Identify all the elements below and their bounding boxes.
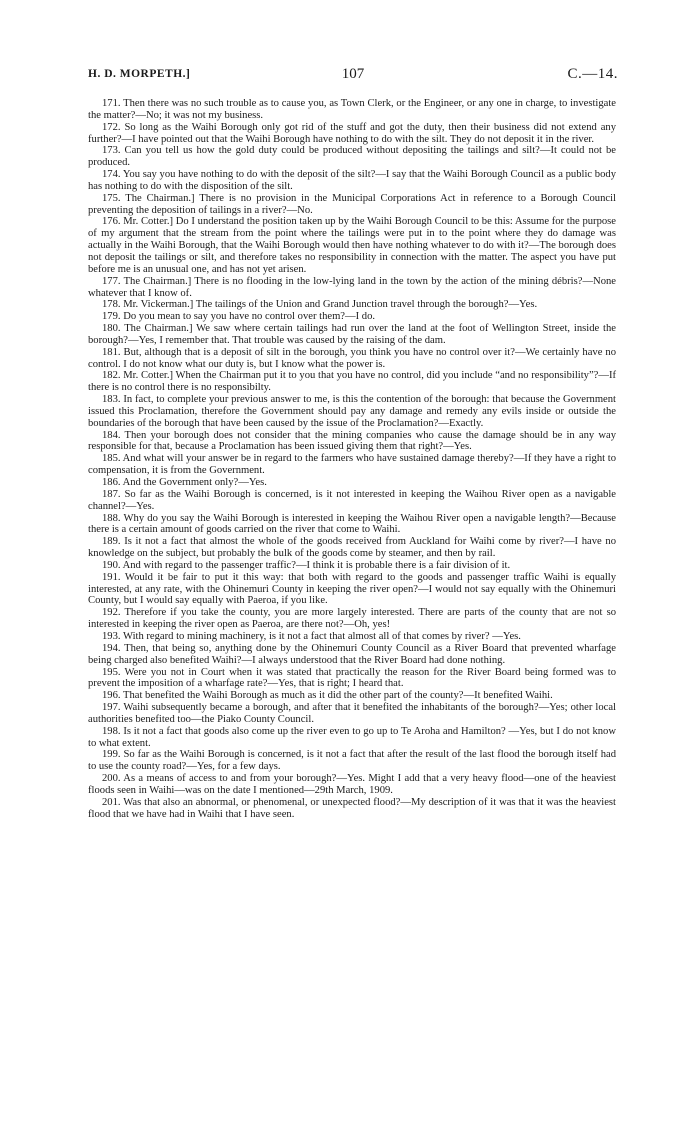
paragraph: 181. But, although that is a deposit of silt in the borough, you think you have no control over it?—We certainly have no control. I do not know what our duty is, but I know what the power is. (88, 346, 616, 370)
paragraph: 200. As a means of access to and from your borough?—Yes. Might I add that a very heavy flood—one of the heaviest floods seen in Waihi—was on the date I mentioned—29th March, 1909. (88, 773, 616, 796)
paragraph: 184. Then your borough does not consider that the mining companies who cause the damage should be in any way responsible for that, because a Proclamation has been issued giving them that right?—Yes. (88, 429, 616, 453)
paragraph: 192. Therefore if you take the county, you are more largely interested. There are parts of the county that are not so interested in keeping the river open as Paeroa, are there not?—Oh, yes! (88, 607, 616, 631)
document-body (88, 98, 616, 820)
paragraph: 175. The Chairman.] There is no provision in the Municipal Corporations Act in reference to a Borough Council preventing the deposition of tailings in a river?—No. (88, 192, 616, 216)
paragraph: 189. Is it not a fact that almost the whole of the goods received from Auckland for Waihi come by river?—I have no knowledge on the subject, but probably the bulk of the goods come by steamer, and then by rail. (88, 536, 616, 560)
page-number: 107 (341, 66, 365, 82)
page-header (88, 66, 618, 86)
paragraph: 173. Can you tell us how the gold duty could be produced without depositing the tailings and silt?—It could not be produced. (88, 145, 616, 169)
paragraph: 199. So far as the Waihi Borough is concerned, is it not a fact that after the result of the last flood the borough itself had to use the county road?—Yes, for a few days. (88, 749, 616, 773)
paragraph: 172. So long as the Waihi Borough only got rid of the stuff and got the duty, then their business did not extend any further?—I have pointed out that the Waihi Borough have nothing to do with the silt. They do not deposit it in the river. (88, 121, 616, 145)
paragraph: 174. You say you have nothing to do with the deposit of the silt?—I say that the Waihi Borough Council as a public body has nothing to do with the disposition of the silt. (88, 169, 616, 192)
paragraph: 180. The Chairman.] We saw where certain tailings had run over the land at the foot of Wellington Street, inside the borough?—Yes, I remember that. That trouble was caused by the raising of the dam. (88, 323, 616, 346)
paragraph: 182. Mr. Cotter.] When the Chairman put it to you that you have no control, did you include “and no responsibility”?—If there is no control there is no responsibilty. (88, 370, 616, 394)
paragraph: 193. With regard to mining machinery, is it not a fact that almost all of that comes by river? —Yes. (102, 630, 521, 642)
paragraph: 177. The Chairman.] There is no flooding in the low-lying land in the town by the action of the mining débris?—None whatever that I know of. (88, 275, 616, 299)
paragraph: 194. Then, that being so, anything done by the Ohinemuri County Council as a River Board that prevented wharfage being charged also benefited Waihi?—I always understood that the River Board had done nothing. (88, 642, 616, 666)
witness-name: H. D. MORPETH.] (88, 68, 191, 80)
paragraph: 191. Would it be fair to put it this way: that both with regard to the goods and passenger traffic Waihi is equally interested, at any rate, with the Ohinemuri County in keeping the river open?—I would not say equally with the Ohinemuri County, but I would say equally with Paeroa, if you like. (88, 571, 616, 607)
paragraph: 186. And the Government only?—Yes. (102, 477, 267, 488)
paragraph: 171. Then there was no such trouble as to cause you, as Town Clerk, or the Engineer, or any one in charge, to investigate the matter?—No; it was not my business. (88, 98, 616, 121)
paragraph: 190. And with regard to the passenger traffic?—I think it is probable there is a fair division of it. (102, 559, 511, 571)
paragraph: 196. That benefited the Waihi Borough as much as it did the other part of the county?—It benefited Waihi. (102, 690, 553, 702)
paragraph: 187. So far as the Waihi Borough is concerned, is it not interested in keeping the Waihou River open as a navigable channel?—Yes. (88, 488, 616, 512)
paragraph: 195. Were you not in Court when it was stated that practically the reason for the River Board being formed was to prevent the imposition of a wharfage rate?—Yes, that is right; I heard that. (88, 666, 616, 690)
paragraph: 197. Waihi subsequently became a borough, and after that it benefited the inhabitants of the borough?—Yes; other local authorities benefited too—the Piako County Council. (88, 702, 616, 725)
document-reference: C.—14. (567, 66, 618, 82)
paragraph: 179. Do you mean to say you have no control over them?—I do. (102, 311, 376, 323)
paragraph: 183. In fact, to complete your previous answer to me, is this the contention of the borough: that because the Government issued this Proclamation, therefore the Government should pay any damage and remedy any evils inside or outside the boundaries of the borough that have been caused by the issue of the Proclamation?—Exactly. (88, 394, 616, 429)
paragraph: 188. Why do you say the Waihi Borough is interested in keeping the Waihou River open a navigable length?—Because there is a certain amount of goods carried on the river that come to Waihi. (88, 512, 616, 536)
paragraph: 176. Mr. Cotter.] Do I understand the position taken up by the Waihi Borough Council to be this: Assume for the purpose of my argument that the stream from the point where the tailings were put in to the point where they do damage was actually in the Waihi Borough, that the Waihi Borough would then have nothing whatever to do with it?—The borough does not deposit the tailings or silt, and therefore takes no responsibility in connection with the matter. The aspect you have put before me is an unusual one, and has not yet arisen. (88, 216, 616, 275)
paragraph: 201. Was that also an abnormal, or phenomenal, or unexpected flood?—My description of it was that it was the heaviest flood that we have had in Waihi that I have seen. (88, 796, 616, 820)
paragraph: 178. Mr. Vickerman.] The tailings of the Union and Grand Junction travel through the borough?—Yes. (102, 299, 538, 311)
paragraph: 198. Is it not a fact that goods also come up the river even to go up to Te Aroha and Hamilton? —Yes, but I do not know to what extent. (88, 725, 616, 749)
paragraph: 185. And what will your answer be in regard to the farmers who have sustained damage thereby?—If they have a right to compensation, it is from the Government. (88, 453, 616, 477)
